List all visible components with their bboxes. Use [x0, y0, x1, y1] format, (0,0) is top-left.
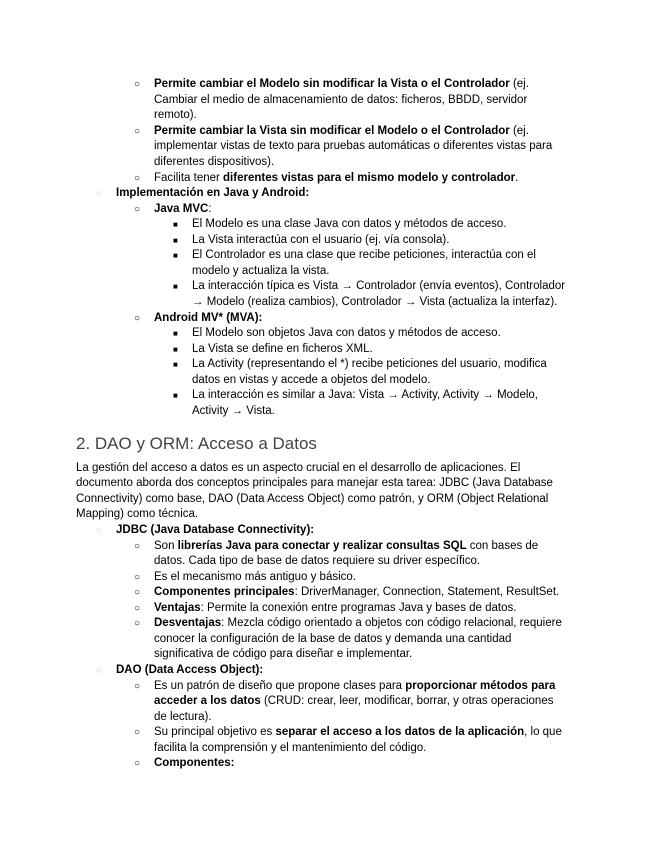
text-line: Facilita tener diferentes vistas para el mismo modelo y controlador. [154, 172, 519, 184]
section-heading: 2. DAO y ORM: Acceso a Datos [76, 434, 317, 453]
bullet-l3: ■ [173, 282, 178, 291]
text-line: Java MVC: [154, 203, 212, 215]
text-line: de lectura). [154, 711, 212, 723]
text-line: facilita la comprensión y el mantenimiento del código. [154, 742, 427, 754]
bullet-l3: ■ [173, 391, 178, 400]
text-line: datos en vistas y accede a objetos del modelo. [192, 374, 431, 386]
bullet-l2: ○ [134, 313, 141, 324]
bullet-l3: ■ [173, 360, 178, 369]
bullet-l3: ■ [173, 251, 178, 260]
text-line: La interacción típica es Vista → Controlador (envía eventos), Controlador [192, 280, 566, 292]
paragraph-line: Connectivity) como base, DAO (Data Access Object) como patrón, y ORM (Object Relational [76, 493, 549, 505]
text-line: El Controlador es una clase que recibe peticiones, interactúa con el [192, 249, 536, 261]
bullet-l2: ○ [134, 173, 141, 184]
text-line: datos. Cada tipo de base de datos requiere su driver específico. [154, 555, 481, 567]
bullet-l2: ○ [134, 758, 141, 769]
text-line: Componentes principales: DriverManager, Connection, Statement, ResultSet. [154, 586, 560, 598]
text-line: Ventajas: Permite la conexión entre programas Java y bases de datos. [154, 602, 517, 614]
text-line: Android MV* (MVA): [154, 312, 263, 324]
text-line: El Modelo son objetos Java con datos y métodos de acceso. [192, 327, 501, 339]
text-line: remoto). [154, 109, 197, 121]
text-line: significativa de código para diseñar e implementar. [154, 648, 413, 660]
bullet-l3: ■ [173, 329, 178, 338]
text-line: acceder a los datos (CRUD: crear, leer, modificar, borrar, y otras operaciones [154, 695, 554, 707]
bullet-l2: ○ [134, 727, 141, 738]
text-line: Componentes: [154, 757, 235, 769]
bullet-l3: ■ [173, 345, 178, 354]
text-line: Su principal objetivo es separar el acceso a los datos de la aplicación, lo que [154, 726, 562, 738]
paragraph-line: Mapping) como técnica. [76, 508, 199, 520]
bullet-l2: ○ [134, 681, 141, 692]
text-line: El Modelo es una clase Java con datos y métodos de acceso. [192, 218, 507, 230]
bullet-l2: ○ [134, 541, 141, 552]
text-line: DAO (Data Access Object): [116, 664, 264, 676]
text-line: Activity → Vista. [192, 405, 275, 417]
text-line: La Vista se define en ficheros XML. [192, 343, 373, 355]
bullet-l2: ○ [134, 587, 141, 598]
text-line: Son librerías Java para conectar y realizar consultas SQL con bases de [154, 540, 539, 552]
text-line: La Vista interactúa con el usuario (ej. vía consola). [192, 234, 450, 246]
bullet-l2: ○ [134, 204, 141, 215]
bullet-l3: ■ [173, 236, 178, 245]
bullet-l2: ○ [134, 618, 141, 629]
bullet-l2: ○ [134, 572, 141, 583]
text-line: Permite cambiar el Modelo sin modificar la Vista o el Controlador (ej. [154, 78, 529, 90]
paragraph-line: La gestión del acceso a datos es un aspecto crucial en el desarrollo de aplicaciones. El [76, 462, 521, 474]
paragraph-line: documento aborda dos conceptos principales para manejar esta tarea: JDBC (Java Database [76, 477, 553, 489]
bullet-l3: ■ [173, 220, 178, 229]
text-line: modelo y actualiza la vista. [192, 265, 330, 277]
text-line: La interacción es similar a Java: Vista → Activity, Activity → Modelo, [192, 389, 538, 401]
text-line: diferentes dispositivos). [154, 156, 275, 168]
text-line: Cambiar el medio de almacenamiento de datos: ficheros, BBDD, servidor [154, 94, 528, 106]
text-line: conocer la configuración de la base de datos y demanda una cantidad [154, 633, 512, 645]
bullet-l2: ○ [134, 603, 141, 614]
text-line: Desventajas: Mezcla código orientado a objetos con código relacional, requiere [154, 617, 562, 629]
text-line: JDBC (Java Database Connectivity): [116, 524, 315, 536]
bullet-l1: ○ [96, 665, 102, 675]
text-line: Es un patrón de diseño que propone clases para proporcionar métodos para [154, 680, 556, 692]
text-line: Es el mecanismo más antiguo y básico. [154, 571, 356, 583]
text-line: La Activity (representando el *) recibe peticiones del usuario, modifica [192, 358, 547, 370]
text-line: Implementación en Java y Android: [116, 187, 310, 199]
bullet-l2: ○ [134, 126, 141, 137]
bullet-l1: ○ [96, 188, 102, 198]
text-line: → Modelo (realiza cambios), Controlador → Vista (actualiza la interfaz). [192, 296, 558, 308]
text-line: Permite cambiar la Vista sin modificar el Modelo o el Controlador (ej. [154, 125, 529, 137]
bullet-l1: ○ [96, 525, 102, 535]
text-line: implementar vistas de texto para pruebas automáticas o diferentes vistas para [154, 140, 553, 152]
bullet-l2: ○ [134, 79, 141, 90]
